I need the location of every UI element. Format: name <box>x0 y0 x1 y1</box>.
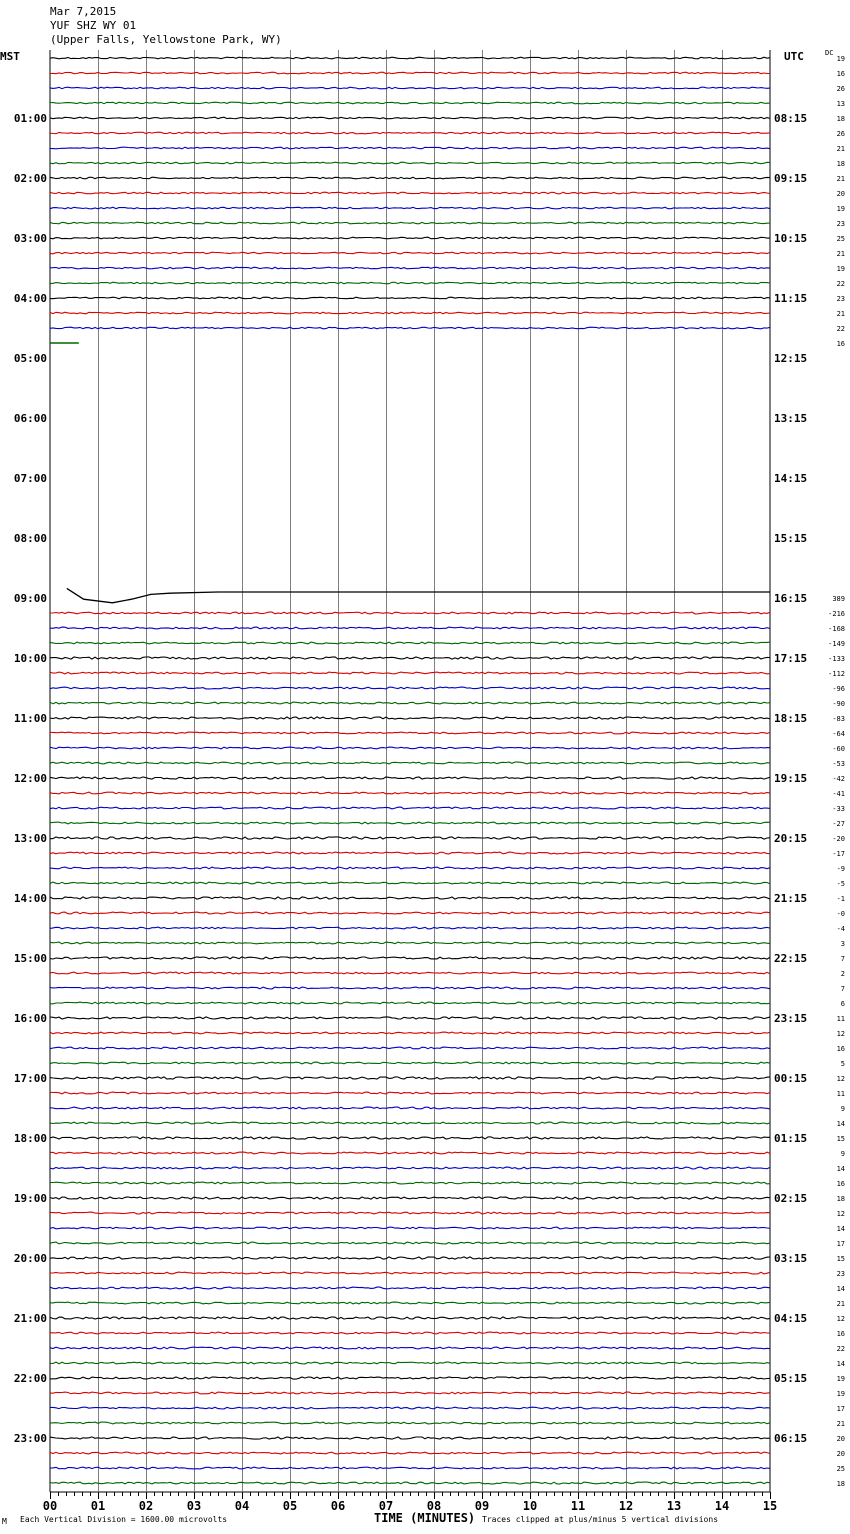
left-timezone-label: MST <box>0 50 20 63</box>
trace-row-39 <box>50 642 770 644</box>
trace-row-79 <box>50 1242 770 1244</box>
dc-offset-value: -133 <box>828 655 845 663</box>
dc-offset-value: 15 <box>836 1255 845 1263</box>
x-tick-label: 09 <box>474 1499 490 1513</box>
dc-offset-value: 11 <box>836 1090 845 1098</box>
dc-offset-value: -83 <box>832 715 845 723</box>
hour-label-left: 23:00 <box>13 1432 47 1445</box>
trace-row-67 <box>50 1062 770 1064</box>
hour-label-right: 06:15 <box>774 1432 808 1445</box>
trace-row-92 <box>50 1437 770 1439</box>
hour-label-left: 16:00 <box>13 1012 47 1025</box>
dc-offset-value: 25 <box>836 1465 845 1473</box>
trace-row-1 <box>50 72 770 74</box>
trace-row-82 <box>50 1287 770 1289</box>
dc-offset-value: -60 <box>832 745 845 753</box>
dc-offset-value: 18 <box>836 1195 845 1203</box>
x-tick-label: 08 <box>426 1499 442 1513</box>
chart-station: YUF SHZ WY 01 <box>50 19 137 32</box>
trace-row-37 <box>50 612 770 614</box>
dc-offset-value: -4 <box>836 925 845 933</box>
trace-row-56 <box>50 897 770 899</box>
dc-offset-value: -33 <box>832 805 845 813</box>
dc-offset-value: 21 <box>836 175 845 183</box>
trace-row-62 <box>50 987 770 989</box>
dc-offset-value: -216 <box>828 610 845 618</box>
trace-row-88 <box>50 1377 770 1379</box>
trace-row-15 <box>50 282 770 284</box>
trace-row-18 <box>50 327 770 329</box>
trace-row-69 <box>50 1092 770 1094</box>
dc-offset-value: 11 <box>836 1015 845 1023</box>
trace-row-9 <box>50 192 770 194</box>
trace-row-89 <box>50 1392 770 1394</box>
hour-label-left: 21:00 <box>13 1312 47 1325</box>
hour-label-right: 12:15 <box>774 352 808 365</box>
x-tick-label: 00 <box>42 1499 58 1513</box>
dc-offset-value: 25 <box>836 235 845 243</box>
dc-offset-value: 16 <box>836 1045 845 1053</box>
trace-row-43 <box>50 702 770 704</box>
hour-label-left: 07:00 <box>13 472 47 485</box>
dc-offset-value: 20 <box>836 190 845 198</box>
trace-row-45 <box>50 732 770 734</box>
dc-offset-value: -149 <box>828 640 845 648</box>
hour-label-right: 02:15 <box>774 1192 808 1205</box>
dc-offset-value: 2 <box>840 970 845 978</box>
trace-row-40 <box>50 657 770 659</box>
trace-row-80 <box>50 1257 770 1259</box>
hour-label-right: 10:15 <box>774 232 808 245</box>
trace-row-70 <box>50 1107 770 1109</box>
trace-row-93 <box>50 1452 770 1454</box>
hour-label-left: 22:00 <box>13 1372 47 1385</box>
dc-offset-value: 5 <box>840 1060 845 1068</box>
hour-label-left: 04:00 <box>13 292 47 305</box>
trace-row-48 <box>50 777 770 779</box>
dc-offset-value: 9 <box>840 1105 845 1113</box>
trace-row-59 <box>50 942 770 944</box>
trace-row-44 <box>50 717 770 719</box>
dc-offset-value: 16 <box>836 70 845 78</box>
dc-offset-value: 14 <box>836 1165 845 1173</box>
dc-offset-value: 18 <box>836 1480 845 1488</box>
trace-row-8 <box>50 177 770 179</box>
dc-offset-value: 21 <box>836 1420 845 1428</box>
trace-row-90 <box>50 1407 770 1409</box>
trace-row-84 <box>50 1317 770 1319</box>
trace-row-57 <box>50 912 770 914</box>
trace-row-11 <box>50 222 770 224</box>
x-tick-label: 07 <box>378 1499 394 1513</box>
dc-offset-value: 22 <box>836 1345 845 1353</box>
trace-row-16 <box>50 297 770 299</box>
trace-row-71 <box>50 1122 770 1124</box>
dc-offset-value: 14 <box>836 1360 845 1368</box>
trace-row-12 <box>50 237 770 239</box>
hour-label-right: 05:15 <box>774 1372 808 1385</box>
trace-row-38 <box>50 627 770 629</box>
dc-offset-value: 18 <box>836 115 845 123</box>
trace-row-53 <box>50 852 770 854</box>
dc-offset-value: 14 <box>836 1285 845 1293</box>
dc-offset-value: -90 <box>832 700 845 708</box>
trace-row-94 <box>50 1467 770 1469</box>
hour-label-right: 03:15 <box>774 1252 808 1265</box>
trace-row-50 <box>50 807 770 809</box>
trace-row-52 <box>50 837 770 839</box>
dc-offset-value: 12 <box>836 1030 845 1038</box>
trace-row-51 <box>50 822 770 824</box>
trace-row-64 <box>50 1017 770 1019</box>
trace-row-13 <box>50 252 770 254</box>
hour-label-left: 05:00 <box>13 352 47 365</box>
x-tick-label: 12 <box>618 1499 634 1513</box>
hour-label-left: 14:00 <box>13 892 47 905</box>
hour-label-right: 16:15 <box>774 592 808 605</box>
dc-offset-value: -168 <box>828 625 845 633</box>
hour-label-left: 12:00 <box>13 772 47 785</box>
right-timezone-label: UTC <box>784 50 804 63</box>
trace-row-55 <box>50 882 770 884</box>
chart-location: (Upper Falls, Yellowstone Park, WY) <box>50 33 282 46</box>
dc-offset-value: -96 <box>832 685 845 693</box>
x-axis-title: TIME (MINUTES) <box>374 1511 476 1525</box>
hour-label-left: 18:00 <box>13 1132 47 1145</box>
trace-row-60 <box>50 957 770 959</box>
hour-label-right: 18:15 <box>774 712 808 725</box>
trace-row-87 <box>50 1362 770 1364</box>
dc-offset-value: 15 <box>836 1135 845 1143</box>
hour-label-left: 19:00 <box>13 1192 47 1205</box>
dc-offset-value: -41 <box>832 790 845 798</box>
hour-label-right: 20:15 <box>774 832 808 845</box>
hour-label-left: 15:00 <box>13 952 47 965</box>
x-tick-label: 04 <box>234 1499 250 1513</box>
dc-offset-value: 20 <box>836 1450 845 1458</box>
trace-row-4 <box>50 117 770 119</box>
clip-note: Traces clipped at plus/minus 5 vertical divisions <box>482 1515 719 1524</box>
hour-label-right: 08:15 <box>774 112 808 125</box>
trace-row-74 <box>50 1167 770 1169</box>
trace-row-75 <box>50 1182 770 1184</box>
x-tick-label: 14 <box>714 1499 730 1513</box>
dc-offset-value: -5 <box>836 880 845 888</box>
hour-label-left: 09:00 <box>13 592 47 605</box>
trace-row-58 <box>50 927 770 929</box>
hour-label-left: 01:00 <box>13 112 47 125</box>
x-tick-label: 10 <box>522 1499 538 1513</box>
hour-label-left: 11:00 <box>13 712 47 725</box>
corner-mark: M <box>2 1517 7 1526</box>
trace-row-95 <box>50 1482 770 1484</box>
x-tick-label: 05 <box>282 1499 298 1513</box>
dc-offset-value: 22 <box>836 280 845 288</box>
trace-row-77 <box>50 1212 770 1214</box>
dc-offset-value: -0 <box>836 910 845 918</box>
dc-offset-value: 20 <box>836 1435 845 1443</box>
chart-date: Mar 7,2015 <box>50 5 117 18</box>
dc-offset-value: 12 <box>836 1315 845 1323</box>
trace-row-81 <box>50 1272 770 1274</box>
dc-offset-value: 19 <box>836 265 845 273</box>
dc-offset-value: 23 <box>836 220 845 228</box>
trace-row-86 <box>50 1347 770 1349</box>
dc-offset-value: 7 <box>840 985 845 993</box>
trace-row-91 <box>50 1422 770 1424</box>
dc-offset-value: 12 <box>836 1210 845 1218</box>
trace-row-54 <box>50 867 770 869</box>
dc-offset-value: 16 <box>836 340 845 348</box>
x-tick-label: 06 <box>330 1499 346 1513</box>
hour-label-left: 17:00 <box>13 1072 47 1085</box>
trace-row-14 <box>50 267 770 269</box>
x-tick-label: 15 <box>762 1499 778 1513</box>
trace-row-0 <box>50 57 770 59</box>
hour-label-right: 23:15 <box>774 1012 808 1025</box>
trace-row-3 <box>50 102 770 104</box>
dc-offset-value: -64 <box>832 730 845 738</box>
trace-row-49 <box>50 792 770 794</box>
trace-row-46 <box>50 747 770 749</box>
x-tick-label: 03 <box>186 1499 202 1513</box>
trace-row-36 <box>67 588 770 602</box>
dc-offset-value: 26 <box>836 130 845 138</box>
scale-note: Each Vertical Division = 1600.00 microvolts <box>20 1515 228 1524</box>
dc-offset-value: 23 <box>836 1270 845 1278</box>
hour-label-right: 00:15 <box>774 1072 808 1085</box>
dc-offset-value: -1 <box>836 895 845 903</box>
dc-offset-value: 7 <box>840 955 845 963</box>
trace-row-83 <box>50 1302 770 1304</box>
hour-label-right: 01:15 <box>774 1132 808 1145</box>
dc-offset-value: 12 <box>836 1075 845 1083</box>
hour-label-right: 11:15 <box>774 292 808 305</box>
trace-row-47 <box>50 762 770 764</box>
hour-label-right: 13:15 <box>774 412 808 425</box>
dc-offset-value: 19 <box>836 55 845 63</box>
dc-offset-value: 14 <box>836 1120 845 1128</box>
dc-offset-value: 19 <box>836 1375 845 1383</box>
dc-offset-value: 13 <box>836 100 845 108</box>
dc-offset-value: -9 <box>836 865 845 873</box>
dc-offset-value: 6 <box>840 1000 845 1008</box>
trace-row-73 <box>50 1152 770 1154</box>
hour-label-left: 13:00 <box>13 832 47 845</box>
trace-row-76 <box>50 1197 770 1199</box>
trace-row-78 <box>50 1227 770 1229</box>
hour-label-left: 02:00 <box>13 172 47 185</box>
trace-row-72 <box>50 1137 770 1139</box>
trace-row-85 <box>50 1332 770 1334</box>
x-tick-label: 02 <box>138 1499 154 1513</box>
x-tick-label: 01 <box>90 1499 106 1513</box>
dc-offset-value: -27 <box>832 820 845 828</box>
x-tick-label: 13 <box>666 1499 682 1513</box>
trace-row-42 <box>50 687 770 689</box>
dc-offset-value: 19 <box>836 205 845 213</box>
trace-row-65 <box>50 1032 770 1034</box>
dc-offset-value: 3 <box>840 940 845 948</box>
x-tick-label: 11 <box>570 1499 586 1513</box>
trace-row-68 <box>50 1077 770 1079</box>
dc-offset-value: 389 <box>832 595 845 603</box>
dc-offset-value: 17 <box>836 1240 845 1248</box>
dc-offset-value: 14 <box>836 1225 845 1233</box>
hour-label-left: 03:00 <box>13 232 47 245</box>
trace-row-61 <box>50 972 770 974</box>
hour-label-right: 09:15 <box>774 172 808 185</box>
trace-row-7 <box>50 162 770 164</box>
dc-offset-value: 21 <box>836 310 845 318</box>
trace-row-6 <box>50 147 770 149</box>
hour-label-right: 17:15 <box>774 652 808 665</box>
dc-offset-value: 21 <box>836 250 845 258</box>
hour-label-left: 20:00 <box>13 1252 47 1265</box>
dc-offset-value: -17 <box>832 850 845 858</box>
dc-offset-value: 16 <box>836 1330 845 1338</box>
dc-offset-value: 9 <box>840 1150 845 1158</box>
hour-label-right: 15:15 <box>774 532 808 545</box>
dc-offset-value: 22 <box>836 325 845 333</box>
hour-label-right: 04:15 <box>774 1312 808 1325</box>
dc-offset-value: -42 <box>832 775 845 783</box>
hour-label-right: 21:15 <box>774 892 808 905</box>
dc-offset-value: 16 <box>836 1180 845 1188</box>
hour-label-left: 08:00 <box>13 532 47 545</box>
dc-offset-value: 26 <box>836 85 845 93</box>
hour-label-right: 14:15 <box>774 472 808 485</box>
dc-offset-value: -53 <box>832 760 845 768</box>
trace-row-2 <box>50 87 770 89</box>
dc-offset-value: 17 <box>836 1405 845 1413</box>
hour-label-right: 22:15 <box>774 952 808 965</box>
trace-row-63 <box>50 1002 770 1004</box>
trace-row-66 <box>50 1047 770 1049</box>
trace-row-10 <box>50 207 770 209</box>
hour-label-left: 10:00 <box>13 652 47 665</box>
dc-offset-value: -20 <box>832 835 845 843</box>
dc-label: DC <box>825 49 834 57</box>
trace-row-5 <box>50 132 770 134</box>
dc-offset-value: 18 <box>836 160 845 168</box>
dc-offset-value: 23 <box>836 295 845 303</box>
dc-offset-value: 21 <box>836 1300 845 1308</box>
hour-label-left: 06:00 <box>13 412 47 425</box>
dc-offset-value: 21 <box>836 145 845 153</box>
hour-label-right: 19:15 <box>774 772 808 785</box>
trace-row-17 <box>50 312 770 314</box>
trace-row-41 <box>50 672 770 674</box>
dc-offset-value: -112 <box>828 670 845 678</box>
dc-offset-value: 19 <box>836 1390 845 1398</box>
